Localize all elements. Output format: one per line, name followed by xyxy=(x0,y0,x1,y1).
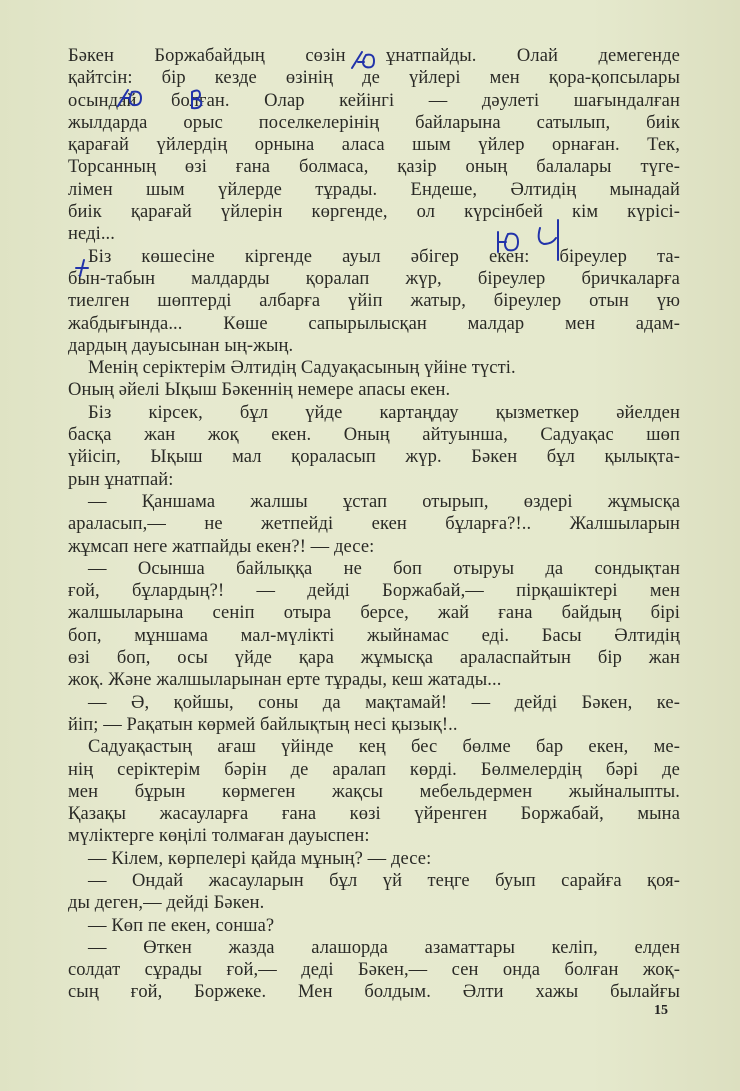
text-line: Біз көшесіне кіргенде ауыл әбігер екен: біреулер та- xyxy=(88,246,680,267)
text-line: өзі боп, осы үйде қара жұмысқа араласпайтын бір жан xyxy=(68,648,680,669)
text-line: қарағай үйлердің орнына аласа шым үйлер орнаған. Тек, xyxy=(68,135,680,156)
text-line: жабдығында... Көше сапырылысқан малдар мен адам- xyxy=(68,313,680,334)
text-line: йіп; — Рақатын көрмей байлықтың несі қызық!.. xyxy=(68,714,458,735)
text-line: жоқ. Және жалшыларынан ерте тұрады, кеш жатады... xyxy=(68,670,502,691)
text-line: жалшыларына сеніп отыра берсе, жай ғана байдың бірі xyxy=(68,603,680,624)
text-line: Біз кірсек, бұл үйде картаңдау қызметкер әйелден xyxy=(88,402,680,423)
text-line: — Осынша байлыққа не боп отыруы да сондықтан xyxy=(88,558,680,579)
text-line: — Қаншама жалшы ұстап отырып, өздері жұмысқа xyxy=(88,491,680,512)
text-line: нің серіктерім бәрін де аралап көрді. Бөлмелердің бәрі де xyxy=(68,759,680,780)
text-line: — Ә, қойшы, соны да мақтамай! — дейді Бәкен, ке- xyxy=(88,692,680,713)
text-line: Бәкен Боржабайдың сөзін ұнатпайды. Олай демегенде xyxy=(68,46,680,66)
book-page-text xyxy=(68,45,680,1004)
text-line: ды деген,— дейді Бәкен. xyxy=(68,893,265,914)
text-line: дардың дауысынан ың-жың. xyxy=(68,335,294,356)
text-line: жылдарда орыс поселкелерінің байларына сатылып, биік xyxy=(68,112,680,133)
text-line: — Ондай жасауларын бұл үй теңге буып сарайға қоя- xyxy=(88,870,680,891)
page-number: 15 xyxy=(654,1003,668,1018)
text-line: тиелген шөптерді албарға үйіп жатыр, біреулер отын үю xyxy=(68,291,680,312)
text-line: ғой, бұлардың?! — дейді Боржабай,— пірқашіктері мен xyxy=(68,581,680,602)
text-line: осындай болған. Олар кейінгі — дәулеті шағындалған xyxy=(68,90,680,111)
text-line: — Көп пе екен, сонша? xyxy=(88,915,275,936)
text-line: биік қарағай үйлерін көргенде, ол күрсінбей кім күрісі- xyxy=(68,202,680,223)
text-line: жұмсап неге жатпайды екен?! — десе: xyxy=(68,536,375,557)
text-line: мен бұрын көрмеген жақсы мебельдермен жыйналыпты. xyxy=(68,781,680,802)
text-line: басқа жан жоқ екен. Оның айтуынша, Садуақас шөп xyxy=(68,425,680,446)
text-line: неді... xyxy=(68,224,115,245)
text-line: қайтсін: бір кезде өзінің де үйлері мен қора-қопсылары xyxy=(68,68,680,89)
text-line: боп, мұншама мал-мүлікті жыйнамас еді. Басы Әлтидің xyxy=(68,625,680,646)
text-line: рын ұнатпай: xyxy=(68,469,174,490)
text-line: Менің серіктерім Әлтидің Садуақасының үйіне түсті. xyxy=(88,358,516,379)
text-line: Қазақы жасауларға ғана көзі үйренген Боржабай, мына xyxy=(68,804,680,825)
text-line: бын-табын малдарды қоралап жүр, біреулер бричкаларға xyxy=(68,268,680,289)
text-line: — Кілем, көрпелері қайда мұның? — десе: xyxy=(88,848,432,869)
text-line: мүліктерге көңілі толмаған дауыспен: xyxy=(68,826,370,847)
text-line: — Өткен жазда алашорда азаматтары келіп, елден xyxy=(88,937,680,958)
text-line: Оның әйелі Ықыш Бәкеннің немере апасы екен. xyxy=(68,380,451,401)
text-line: сың ғой, Боржеке. Мен болдым. Әлти хажы былайғы xyxy=(68,982,680,1003)
text-line: солдат сұрады ғой,— деді Бәкен,— сен онда болған жоқ- xyxy=(68,960,680,981)
text-line: үйісіп, Ықыш мал қораласып жүр. Бәкен бұл қылықта- xyxy=(68,447,680,468)
text-line: араласып,— не жетпейді екен бұларға?!.. Жалшыларын xyxy=(68,514,680,535)
text-line: лімен шым үйлерде тұрады. Ендеше, Әлтидің мынадай xyxy=(68,179,680,200)
text-line: Торсанның өзі ғана болмаса, қазір оның балалары түге- xyxy=(68,157,680,178)
text-line: Садуақастың ағаш үйінде кең бес бөлме бар екен, ме- xyxy=(88,737,680,758)
